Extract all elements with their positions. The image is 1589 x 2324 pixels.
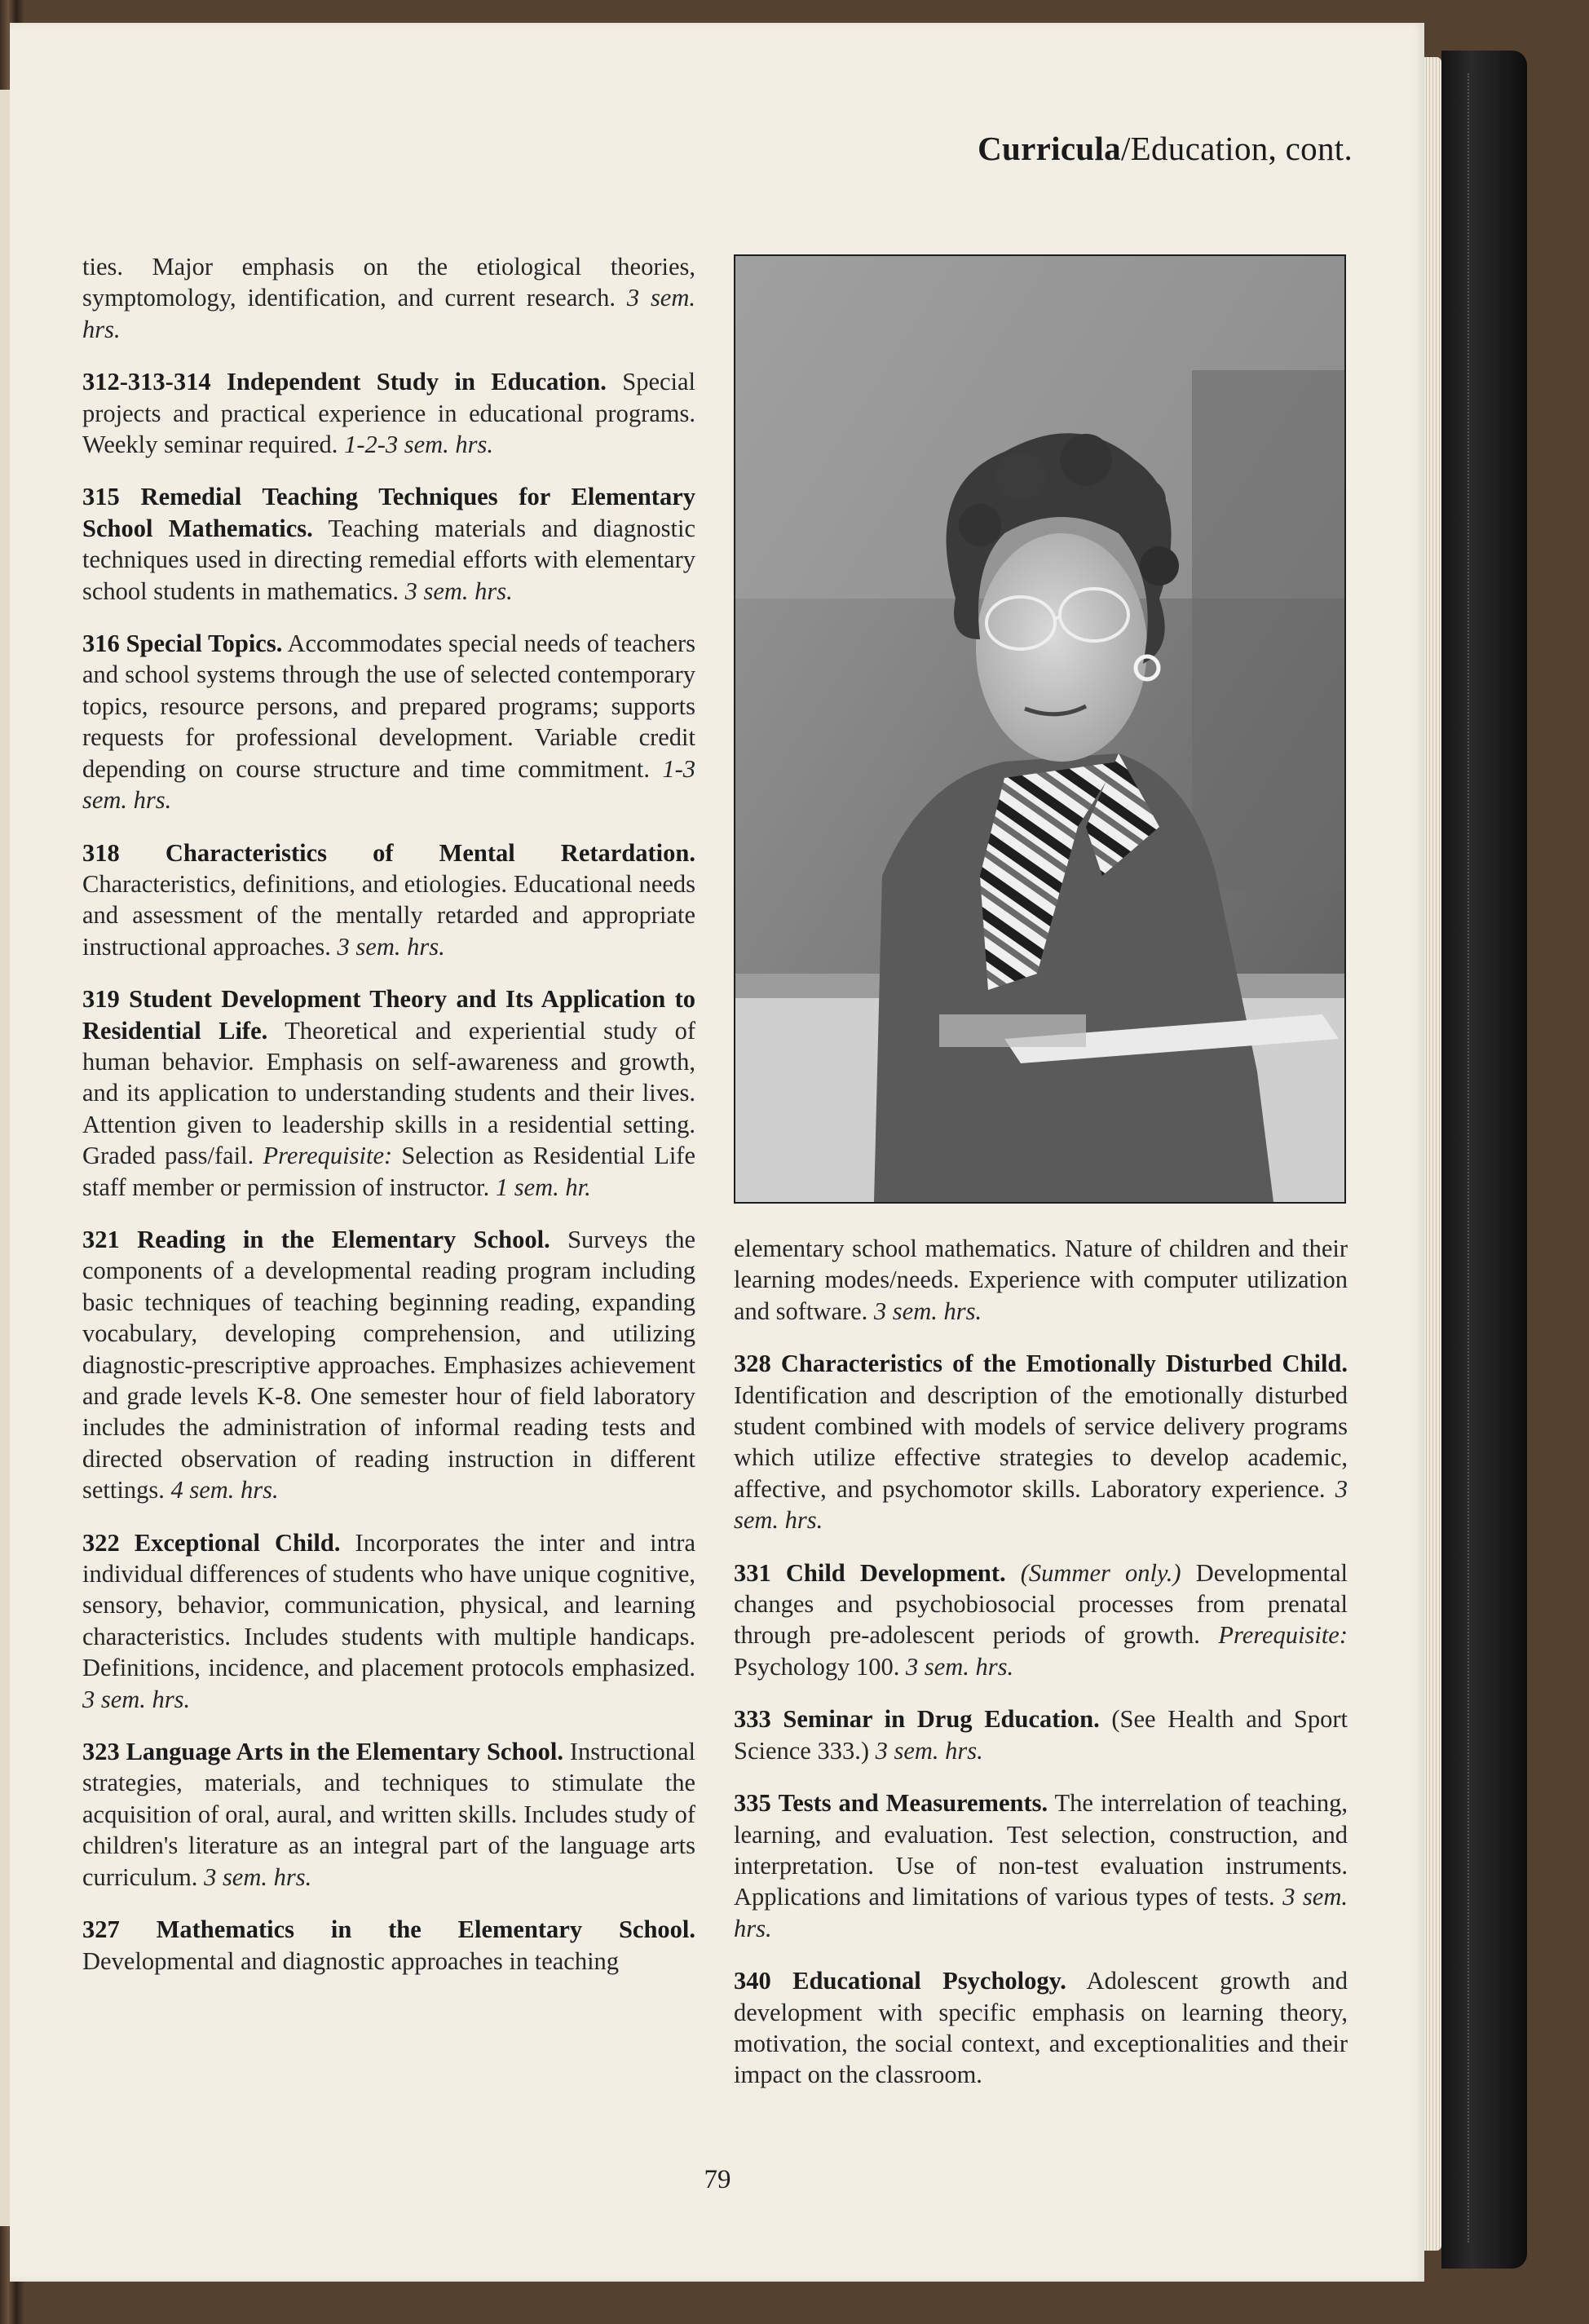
credit-hours: 1-2-3 sem. hrs. bbox=[344, 431, 494, 459]
course-code: 315 bbox=[82, 483, 120, 511]
course-description: Adolescent growth and development with specific emphasis on learning theory, motivation, the social context, and exceptionalities and their impact on the classroom. bbox=[734, 1967, 1348, 2089]
credit-hours: 3 sem. hrs. bbox=[873, 1297, 982, 1325]
course-code: 328 bbox=[734, 1350, 771, 1378]
course-description: Teaching materials and diagnostic techniques used in directing remedial efforts with elementary school students in mathematics. bbox=[82, 514, 695, 605]
credit-hours: 1 sem. hr. bbox=[495, 1173, 591, 1201]
course-code: 319 bbox=[82, 985, 120, 1014]
prerequisite-label: Prerequisite: bbox=[263, 1142, 393, 1170]
left-column bbox=[82, 251, 695, 1998]
course-description: Accommodates special needs of teachers and school systems through the use of selected contemporary topics, resource persons, and prepared programs; supports requests for professional development. Variable credit depending on course structure and time commitment. bbox=[82, 630, 695, 783]
course-code: 312-313-314 bbox=[82, 368, 211, 396]
course-description: Special projects and practical experience in educational programs. Weekly seminar required. bbox=[82, 368, 696, 459]
course-title: Seminar in Drug Education. bbox=[783, 1705, 1100, 1734]
credit-hours: 4 sem. hrs. bbox=[170, 1476, 279, 1504]
running-head bbox=[978, 129, 1353, 168]
course-entry bbox=[82, 983, 695, 1203]
course-title: Characteristics of the Emotionally Disturbed Child. bbox=[780, 1350, 1348, 1378]
course-entry bbox=[734, 1557, 1348, 1683]
credit-hours: 3 sem. hrs. bbox=[82, 284, 695, 343]
course-code: 322 bbox=[82, 1528, 120, 1557]
credit-hours: 1-3 sem. hrs. bbox=[82, 754, 695, 815]
course-entry bbox=[82, 366, 695, 460]
right-column bbox=[734, 1233, 1348, 2112]
credit-hours: 3 sem. hrs. bbox=[734, 1883, 1348, 1942]
course-description: Incorporates the inter and intra individual differences of students who have unique cognitive, sensory, behavior, communication, physical, and learning characteristics. Includes students with multiple handicaps. Definitions, incidence, and placement protocols emphasized. bbox=[82, 1528, 695, 1682]
course-description: Theoretical and experiential study of human behavior. Emphasis on self-awareness and growth, and its application to understanding students and their lives. Attention given to leadership skills in a residential setting. Graded pass/fail. bbox=[82, 1016, 695, 1170]
course-description: ties. Major emphasis on the etiological theories, symptomology, identification, and current research. bbox=[82, 253, 695, 312]
course-entry bbox=[734, 1965, 1348, 2091]
course-description: Instructional strategies, materials, and techniques to stimulate the acquisition of oral, aural, and written skills. Includes study of children's literature as an integral part of the language arts curriculum. bbox=[82, 1738, 696, 1891]
course-description: Developmental changes and psychobiosocial processes from prenatal through pre-adolescent periods of growth. bbox=[734, 1558, 1348, 1650]
course-title: Characteristics of Mental Retardation. bbox=[165, 838, 695, 867]
course-description: elementary school mathematics. Nature of children and their learning modes/needs. Experience with computer utilization and software. bbox=[734, 1235, 1348, 1325]
course-entry bbox=[82, 837, 695, 963]
course-description: The interrelation of teaching, learning, and evaluation. Test selection, construction, and interpretation. Use of non-test evaluation instruments. Applications and limitations of various types of tests. bbox=[734, 1789, 1348, 1911]
credit-hours: 3 sem. hrs. bbox=[82, 1685, 191, 1713]
credit-hours: 3 sem. hrs. bbox=[404, 577, 513, 605]
course-title: Child Development. bbox=[785, 1558, 1006, 1587]
course-title: Reading in the Elementary School. bbox=[137, 1225, 550, 1253]
course-code: 327 bbox=[82, 1915, 120, 1944]
book-cover bbox=[1441, 51, 1527, 2269]
course-entry bbox=[734, 1348, 1348, 1535]
course-entry bbox=[82, 481, 695, 607]
course-code: 335 bbox=[734, 1789, 771, 1818]
credit-hours: 3 sem. hrs. bbox=[204, 1862, 312, 1891]
credit-hours: 3 sem. hrs. bbox=[337, 932, 445, 961]
course-entry bbox=[82, 628, 695, 815]
running-head-section: Curricula bbox=[978, 130, 1121, 167]
course-description: (See Health and Sport Science 333.) bbox=[734, 1705, 1348, 1765]
course-code: 318 bbox=[82, 838, 120, 867]
credit-hours: 3 sem. hrs. bbox=[875, 1736, 983, 1765]
instructor-photo bbox=[734, 254, 1346, 1204]
course-code: 333 bbox=[734, 1705, 771, 1734]
course-title: Remedial Teaching Techniques for Elementary School Mathematics. bbox=[82, 483, 696, 542]
course-entry bbox=[82, 1224, 695, 1506]
course-entry bbox=[82, 251, 695, 345]
course-title: Language Arts in the Elementary School. bbox=[126, 1738, 564, 1766]
photo-illustration bbox=[735, 256, 1344, 1202]
page-number: 79 bbox=[704, 2165, 731, 2194]
course-entry bbox=[734, 1787, 1348, 1944]
course-description: Surveys the components of a developmental reading program including basic techniques of teaching beginning reading, expanding vocabulary, developing comprehension, and utilizing diagnostic-prescriptive approaches. Emphasizes achievement and grade levels K-8. One semester hour of field laboratory includes the administration of informal reading tests and directed observation of reading instruction in different settings. bbox=[82, 1225, 695, 1504]
course-description: Characteristics, definitions, and etiologies. Educational needs and assessment of the mentally retarded and appropriate instructional approaches. bbox=[82, 869, 695, 961]
course-title: Educational Psychology. bbox=[792, 1967, 1066, 1995]
course-title: Student Development Theory and Its Application to Residential Life. bbox=[82, 985, 695, 1045]
course-title: Tests and Measurements. bbox=[778, 1789, 1048, 1818]
credit-hours: 3 sem. hrs. bbox=[905, 1652, 1014, 1681]
course-entry bbox=[82, 1914, 695, 1977]
prerequisite-label: Prerequisite: bbox=[1218, 1621, 1348, 1650]
cover-stitching bbox=[1468, 73, 1469, 2242]
course-title: Exceptional Child. bbox=[134, 1528, 341, 1557]
course-entry bbox=[82, 1527, 695, 1715]
course-entry bbox=[734, 1703, 1348, 1766]
course-note: (Summer only.) bbox=[1005, 1558, 1181, 1587]
course-code: 340 bbox=[734, 1967, 771, 1995]
running-head-subsection: /Education, cont. bbox=[1120, 130, 1353, 167]
course-title: Independent Study in Education. bbox=[226, 368, 607, 396]
course-description: Developmental and diagnostic approaches in teaching bbox=[82, 1946, 620, 1975]
prerequisite-text: Psychology 100. bbox=[734, 1652, 906, 1681]
course-title: Mathematics in the Elementary School. bbox=[156, 1915, 696, 1944]
course-code: 331 bbox=[734, 1558, 771, 1587]
course-code: 321 bbox=[82, 1225, 120, 1253]
credit-hours: 3 sem. hrs. bbox=[734, 1474, 1348, 1535]
course-entry bbox=[82, 1736, 695, 1893]
course-code: 323 bbox=[82, 1738, 120, 1766]
course-entry bbox=[734, 1233, 1348, 1327]
course-title: Special Topics. bbox=[126, 630, 283, 658]
course-code: 316 bbox=[82, 630, 120, 658]
prerequisite-text: Selection as Residential Life staff member or permission of instructor. bbox=[82, 1142, 695, 1201]
course-description: Identification and description of the emotionally disturbed student combined with models of service delivery programs which utilize effective strategies to develop academic, affective, and psychomotor skills. Laboratory experience. bbox=[734, 1381, 1348, 1503]
